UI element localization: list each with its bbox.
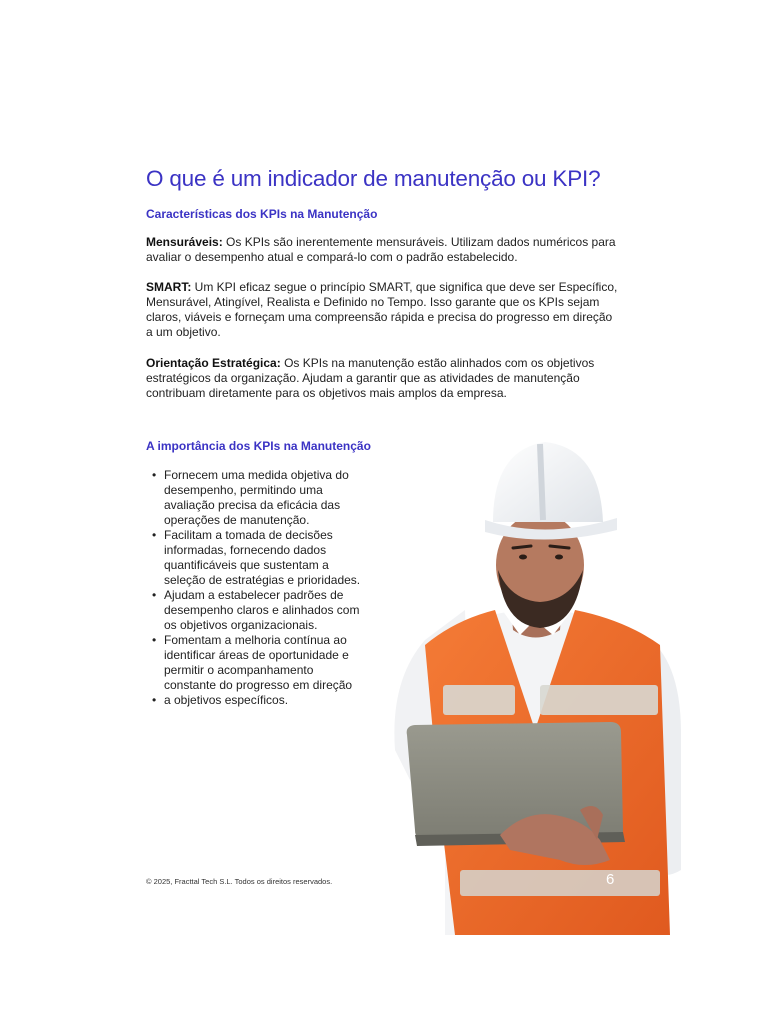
bullet-icon: • [152,693,157,707]
hard-hat-ridge [540,444,543,520]
bullet-icon: • [152,588,157,602]
paragraph-strategic [146,356,626,401]
reflective-strip-right [540,685,658,715]
paragraph-line: estratégicos da organização. Ajudam a garantir que as atividades de manutenção [146,371,580,385]
list-item-line: Ajudam a estabelecer padrões de [164,588,344,602]
bullet-icon: • [152,528,157,542]
paragraph-line: Mensurável, Atingível, Realista e Definido no Tempo. Isso garante que os KPIs sejam [146,295,600,309]
list-item-line: Fornecem uma medida objetiva do [164,468,349,482]
list-item-line: operações de manutenção. [164,513,310,527]
eye-left [519,555,527,560]
paragraph-line: a um objetivo. [146,325,221,339]
reflective-strip-left [443,685,515,715]
list-item-line: permitir o acompanhamento [164,663,314,677]
paragraph-line: contribuam diretamente para os objetivos mais amplos da empresa. [146,386,507,400]
bullet-icon: • [152,468,157,482]
list-item [146,693,371,708]
term-measurable: Mensuráveis: [146,235,223,249]
paragraph-line: Os KPIs na manutenção estão alinhados com os objetivos [284,356,595,370]
eye-right [555,555,563,560]
list-item-line: Facilitam a tomada de decisões [164,528,333,542]
list-item [146,468,371,528]
paragraph-line: Um KPI eficaz segue o princípio SMART, que significa que deve ser Específico, [194,280,618,294]
list-item-line: avaliação precisa da eficácia das [164,498,341,512]
reflective-strip-lower [460,870,660,896]
paragraph-line: avaliar o desempenho atual e compará-lo com o padrão estabelecido. [146,250,518,264]
worker-with-laptop-photo [385,430,685,935]
term-strategic: Orientação Estratégica: [146,356,281,370]
paragraph-line: Os KPIs são inerentemente mensuráveis. Utilizam dados numéricos para [226,235,616,249]
page-number: 6 [606,871,615,888]
page-title: O que é um indicador de manutenção ou KPI? [146,166,601,191]
bullet-icon: • [152,633,157,647]
list-item [146,588,371,633]
list-item-line: identificar áreas de oportunidade e [164,648,349,662]
paragraph-line: claros, viáveis e forneçam uma compreensão rápida e precisa do progresso em direção [146,310,613,324]
list-item [146,528,371,588]
list-item-line: a objetivos específicos. [164,693,289,707]
list-item-line: desempenho, permitindo uma [164,483,323,497]
paragraph-measurable [146,235,626,265]
list-item-line: quantificáveis que sustentam a [164,558,329,572]
list-item-line: informadas, fornecendo dados [164,543,327,557]
list-item [146,633,371,693]
list-item-line: desempenho claros e alinhados com [164,603,360,617]
section-heading-characteristics: Características dos KPIs na Manutenção [146,207,378,221]
list-item-line: Fomentam a melhoria contínua ao [164,633,347,647]
list-item-line: seleção de estratégias e prioridades. [164,573,361,587]
term-smart: SMART: [146,280,192,294]
footer-copyright: © 2025, Fracttal Tech S.L. Todos os direitos reservados. [146,877,333,886]
hard-hat [493,442,603,522]
list-item-line: os objetivos organizacionais. [164,618,318,632]
importance-list [146,468,371,708]
paragraph-smart [146,280,626,340]
section-heading-importance: A importância dos KPIs na Manutenção [146,439,371,453]
list-item-line: constante do progresso em direção [164,678,353,692]
